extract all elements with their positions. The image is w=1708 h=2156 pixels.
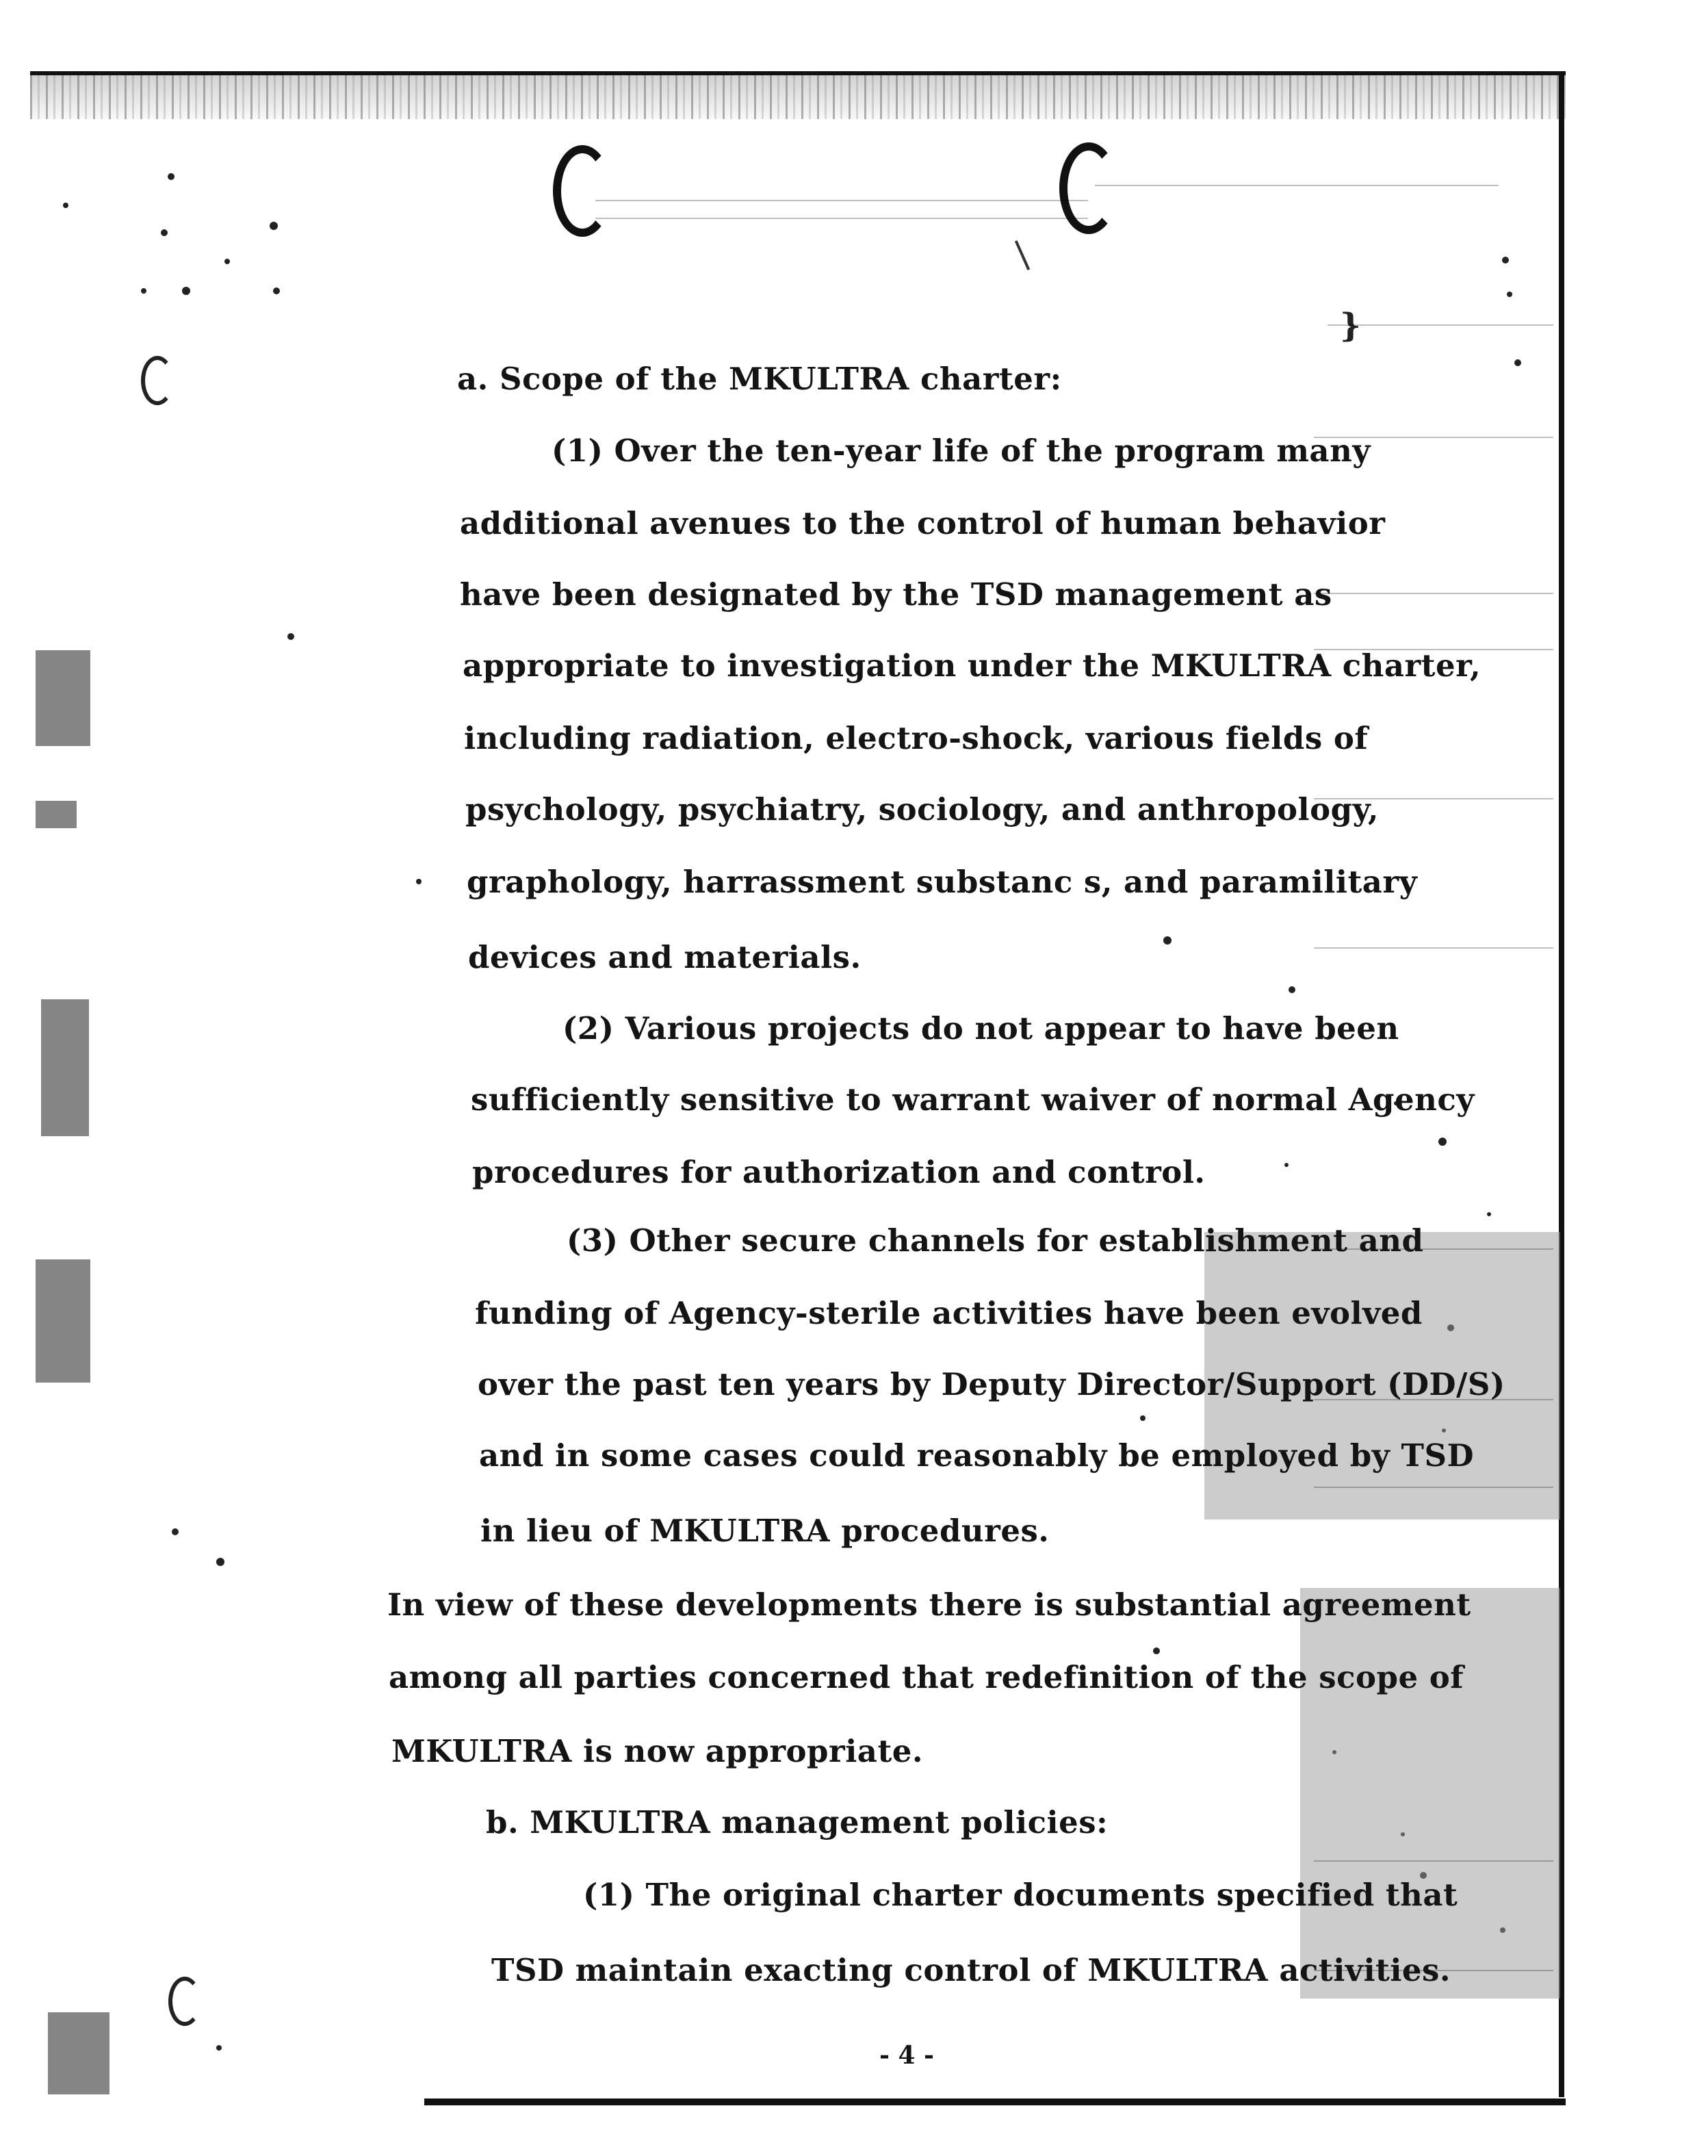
- text-line-09: devices and materials.: [468, 939, 862, 975]
- bracket-mark: }: [1340, 307, 1361, 345]
- rule-line: [1314, 593, 1553, 594]
- text-line-20: MKULTRA is now appropriate.: [391, 1733, 924, 1769]
- rule-line: [595, 200, 1088, 201]
- text-line-11: sufficiently sensitive to warrant waiver of normal Agency: [471, 1081, 1475, 1118]
- text-line-06: including radiation, electro-shock, various fields of: [464, 720, 1369, 756]
- text-line-03: additional avenues to the control of human behavior: [460, 505, 1386, 541]
- text-line-21: b. MKULTRA management policies:: [486, 1804, 1109, 1840]
- text-line-16: and in some cases could reasonably be employed by TSD: [479, 1437, 1474, 1474]
- rule-line: [1314, 1487, 1553, 1488]
- text-line-04: have been designated by the TSD management as: [460, 576, 1332, 613]
- text-line-05: appropriate to investigation under the MKULTRA charter,: [463, 647, 1481, 684]
- text-line-01: a. Scope of the MKULTRA charter:: [457, 361, 1062, 397]
- text-line-17: in lieu of MKULTRA procedures.: [480, 1513, 1050, 1549]
- text-line-07: psychology, psychiatry, sociology, and anthropology,: [465, 791, 1380, 827]
- rule-line: [1328, 324, 1553, 326]
- text-line-22: (1) The original charter documents specified that: [583, 1877, 1458, 1913]
- text-line-13: (3) Other secure channels for establishment and: [567, 1222, 1424, 1259]
- rule-line: [1095, 185, 1499, 186]
- text-line-15: over the past ten years by Deputy Director/Support (DD/S): [478, 1366, 1505, 1402]
- text-line-12: procedures for authorization and control.: [472, 1154, 1206, 1190]
- text-line-02: (1) Over the ten-year life of the program many: [552, 433, 1371, 469]
- text-line-08: graphology, harrassment substanc s, and paramilitary: [467, 864, 1418, 900]
- text-line-23: TSD maintain exacting control of MKULTRA activities.: [491, 1952, 1451, 1988]
- page-number: - 4 -: [879, 2041, 934, 2070]
- rule-line: [595, 218, 1088, 219]
- text-line-10: (2) Various projects do not appear to have been: [562, 1010, 1399, 1047]
- text-line-19: among all parties concerned that redefinition of the scope of: [389, 1659, 1464, 1695]
- text-line-14: funding of Agency-sterile activities have been evolved: [475, 1295, 1423, 1331]
- rule-line: [1314, 1860, 1553, 1862]
- text-line-18: In view of these developments there is substantial agreement: [387, 1587, 1471, 1623]
- rule-line: [1314, 947, 1553, 949]
